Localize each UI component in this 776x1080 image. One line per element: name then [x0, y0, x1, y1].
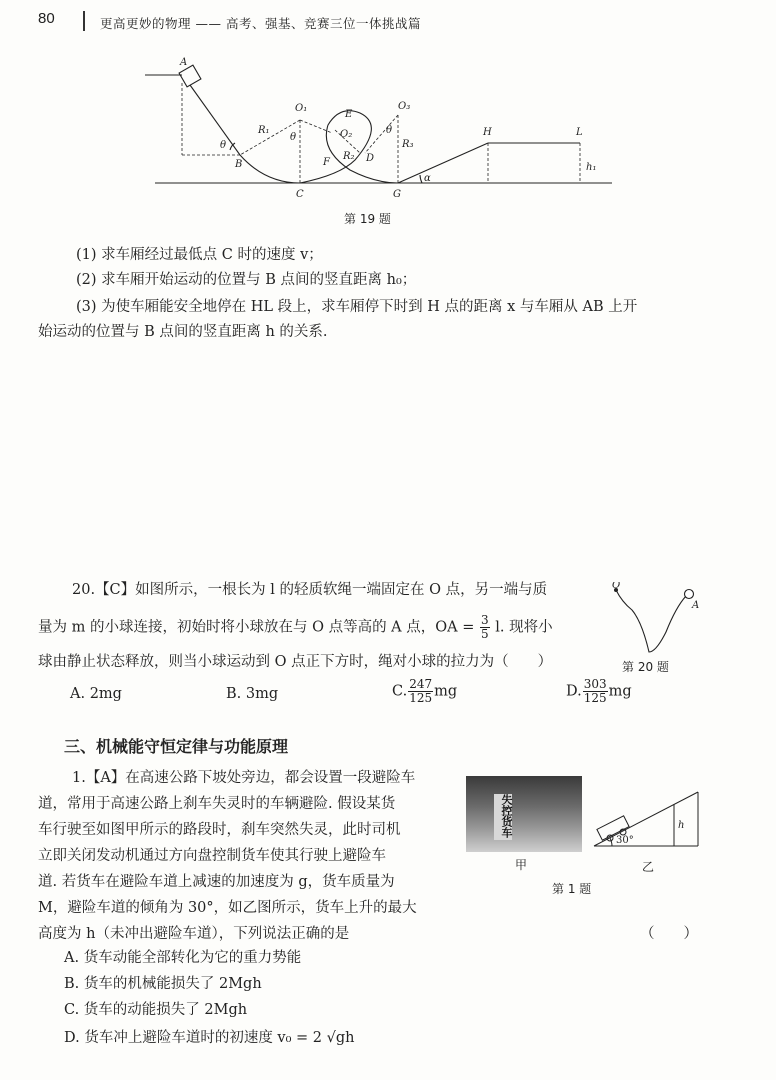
fig19-label-R1: R₁	[258, 125, 270, 136]
fig20-ball	[685, 590, 694, 599]
fig19-label-h1: h₁	[586, 162, 597, 173]
q1-line4: 立即关闭发动机通过方向盘控制货车使其行驶上避险车	[38, 848, 386, 864]
fig19-label-R2: R₂	[343, 151, 355, 162]
q20-option-b: B. 3mg	[226, 686, 279, 702]
q1-line2: 道，常用于高速公路上刹车失灵时的车辆避险. 假设某货	[38, 796, 396, 812]
q1-photo	[466, 776, 582, 852]
fig20-rope	[616, 590, 686, 652]
q20-line2-post: l. 现将小	[495, 619, 553, 636]
q19-part1: (1) 求车厢经过最低点 C 时的速度 v；	[76, 247, 323, 263]
q1-incline-diagram	[590, 786, 702, 852]
book-title: 更高更妙的物理 —— 高考、强基、竞赛三位一体挑战篇	[100, 16, 421, 31]
q20-option-a: A. 2mg	[70, 686, 122, 702]
q1-fig-caption: 第 1 题	[552, 882, 592, 896]
q1-photo-sign: 失控货车	[494, 794, 512, 840]
fig19-label-D: D	[366, 153, 375, 164]
q20-frac-num: 3	[481, 613, 489, 627]
q20-option-d: D. $\frac{303}{125}$ mg	[566, 677, 632, 705]
q1-height-label: h	[678, 820, 685, 831]
q19-part2: (2) 求车厢开始运动的位置与 B 点间的竖直距离 h₀；	[76, 272, 417, 288]
fig19-label-O1: O₁	[295, 103, 308, 114]
fig19-label-B: B	[235, 159, 243, 170]
q1-angle-label: 30°	[616, 835, 634, 846]
fig19-caption: 第 19 题	[344, 212, 391, 226]
q1-line3: 车行驶至如图甲所示的路段时，刹车突然失灵，此时司机	[38, 822, 401, 838]
q1-line7: 高度为 h（未冲出避险车道），下列说法正确的是	[38, 926, 350, 942]
q1-line5: 道. 若货车在避险车道上减速的加速度为 g，货车质量为	[38, 874, 395, 890]
fig19-label-C: C	[296, 189, 304, 200]
q20-line3: 球由静止状态释放，则当小球运动到 O 点正下方时，绳对小球的拉力为（ ）	[38, 654, 553, 670]
fig19-label-O3: O₃	[398, 101, 411, 112]
q1-option-d: D. 货车冲上避险车道时的初速度 v₀ = 2 √gh	[64, 1030, 355, 1046]
q20-line2-pre: 量为 m 的小球连接，初始时将小球放在与 O 点等高的 A 点，OA =	[38, 619, 475, 636]
fig19-label-R3: R₃	[402, 139, 414, 150]
fig19-label-E: E	[345, 109, 353, 120]
fig19-label-G: G	[393, 189, 401, 200]
q1-line6: M，避险车道的倾角为 30°，如乙图所示，货车上升的最大	[38, 900, 417, 916]
header-divider	[83, 11, 85, 31]
q19-part3-line1: (3) 为使车厢能安全地停在 HL 段上，求车厢停下时到 H 点的距离 x 与车厢从 AB 上开	[76, 299, 638, 315]
section-title: 三、机械能守恒定律与功能原理	[64, 737, 289, 756]
q1-option-b: B. 货车的机械能损失了 2Mgh	[64, 976, 262, 992]
fig19-label-H: H	[483, 127, 492, 138]
fig20-caption: 第 20 题	[622, 660, 669, 674]
fig19-label-O2: O₂	[340, 129, 353, 140]
fig20-diagram	[604, 582, 704, 658]
fig20-label-O: O	[612, 582, 621, 591]
fig19-label-L: L	[576, 127, 583, 138]
q19-part3-line2: 始运动的位置与 B 点间的竖直距离 h 的关系.	[38, 324, 328, 340]
q1-option-a: A. 货车动能全部转化为它的重力势能	[64, 950, 302, 966]
fig19-label-theta1: θ	[220, 140, 227, 151]
fig20-label-A: A	[692, 600, 700, 611]
q1-line1: 1.【A】在高速公路下坡处旁边，都会设置一段避险车	[72, 770, 416, 786]
fig19-label-A: A	[180, 57, 188, 68]
q1-answer-bracket: （ ）	[640, 926, 698, 942]
fig19-diagram	[140, 55, 620, 200]
fig19-label-theta2: θ	[290, 132, 297, 143]
fig19-label-theta3: θ	[386, 125, 393, 136]
q1-photo-label: 甲	[515, 858, 528, 872]
q20-line2	[38, 614, 553, 641]
q1-diagram-label: 乙	[642, 860, 655, 874]
fig19-label-alpha: α	[424, 173, 431, 184]
q20-option-c: C. $\frac{247}{125}$ mg	[392, 677, 458, 705]
fig19-loop	[300, 111, 398, 183]
fig19-label-F: F	[323, 157, 330, 168]
page-number: 80	[38, 10, 55, 27]
q20-frac-den: 5	[481, 627, 489, 641]
q20-fraction	[480, 614, 490, 641]
q20-line1: 20.【C】如图所示，一根长为 l 的轻质软绳一端固定在 O 点，另一端与质	[72, 582, 548, 598]
q1-option-c: C. 货车的动能损失了 2Mgh	[64, 1002, 248, 1018]
